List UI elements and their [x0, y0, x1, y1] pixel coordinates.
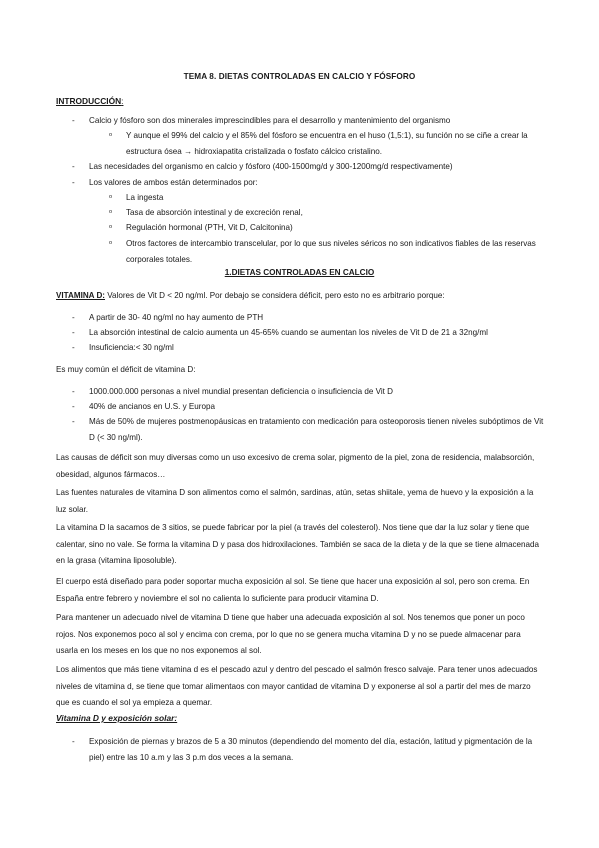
vitamin-d-item: - La absorción intestinal de calcio aumenta un 45-65% cuando se aumentan los niveles de Vit D de 21 a 32ng/ml	[72, 328, 488, 337]
deficit-item: - 40% de ancianos en U.S. y Europa	[72, 402, 215, 411]
intro-subitem: o Otros factores de intercambio transcelular, por lo que sus niveles séricos no son indicativos fiables de las reservas corporales totales.	[109, 239, 536, 264]
intro-item: - Calcio y fósforo son dos minerales imprescindibles para el desarrollo y mantenimiento del organismo	[72, 116, 451, 125]
intro-heading-colon: :	[121, 96, 124, 106]
section1-heading: 1.DIETAS CONTROLADAS EN CALCIO	[224, 268, 375, 277]
paragraph-sun-exposure: El cuerpo está diseñado para poder soportar mucha exposición al sol. Se tiene que hacer una exposición al sol, pero son crema. En España entre febrero y noviembre el sol no calienta lo suficiente para producir vitamina D.	[56, 577, 530, 603]
deficit-item-text: Más de 50% de mujeres postmenopáusicas en tratamiento con medicación para osteoporosis tienen niveles subóptimos de Vit D (< 30 ng/ml).	[89, 417, 544, 442]
deficit-item-text: 40% de ancianos en U.S. y Europa	[89, 402, 215, 411]
intro-subitem-text: Otros factores de intercambio transcelular, por lo que sus niveles séricos no son indicativos fiables de las reservas corporales totales.	[126, 239, 536, 264]
vitamin-d-label: VITAMINA D:	[56, 291, 106, 300]
intro-subitem: o La ingesta	[109, 193, 164, 202]
vitamin-d-item-text: A partir de 30- 40 ng/ml no hay aumento de PTH	[89, 313, 264, 322]
paragraph-foods: Los alimentos que más tiene vitamina d es el pescado azul y dentro del pescado el salmón fresco salvaje. Para tener unos adecuados niveles de vitamina d, se tiene que tomar alimentaos con mayor cantidad de vitamina D y exponerse al sol a partir del mes de marzo que es cuando el sol ya empieza a quemar.	[56, 665, 538, 707]
intro-item: - Las necesidades del organismo en calcio y fósforo (400-1500mg/d y 300-1200mg/d respectivamente)	[72, 162, 453, 171]
sun-exposure-heading: Vitamina D y exposición solar:	[56, 713, 178, 723]
document-title: TEMA 8. DIETAS CONTROLADAS EN CALCIO Y FÓSFORO	[183, 72, 416, 81]
deficit-intro: Es muy común el déficit de vitamina D:	[56, 365, 196, 374]
intro-heading-text: INTRODUCCIÓN	[56, 96, 122, 106]
vitamin-d-item: - Insuficiencia:< 30 ng/ml	[72, 343, 174, 352]
vitamin-d-item-text: La absorción intestinal de calcio aumenta un 45-65% cuando se aumentan los niveles de Vit D de 21 a 32ng/ml	[89, 328, 488, 337]
intro-item-text: Las necesidades del organismo en calcio y fósforo (400-1500mg/d y 300-1200mg/d respectivamente)	[89, 162, 453, 171]
intro-item: - Los valores de ambos están determinados por:	[72, 178, 258, 187]
intro-subitem: o Regulación hormonal (PTH, Vit D, Calcitonina)	[109, 223, 293, 232]
intro-subitem-text: Tasa de absorción intestinal y de excreción renal,	[126, 208, 303, 217]
intro-item-text: Calcio y fósforo son dos minerales imprescindibles para el desarrollo y mantenimiento del organismo	[89, 116, 451, 125]
intro-subitem: o Y aunque el 99% del calcio y el 85% del fósforo se encuentra en el huso (1,5:1), su función no se ciñe a crear la estructura ósea → hidroxiapatita cristalizada o fosfato cálcico cristalino.	[109, 131, 528, 156]
intro-subitem-text: La ingesta	[126, 193, 164, 202]
intro-item-text: Los valores de ambos están determinados por:	[89, 178, 258, 187]
paragraph-synthesis: La vitamina D la sacamos de 3 sitios, se puede fabricar por la piel (a través del colesterol). Nos tiene que dar la luz solar y tiene que calentar, sino no vale. Se forma la vitamina D y pasa dos hidroxilaciones. También se saca de la dieta y de la que se tiene almacenada en la grasa (vitamina liposoluble).	[56, 523, 540, 565]
intro-heading	[56, 96, 123, 106]
paragraph-causes: Las causas de déficit son muy diversas como un uso excesivo de crema solar, pigmento de la piel, zona de residencia, malabsorción, obesidad, algunos fármacos…	[56, 453, 535, 479]
paragraph-sources: Las fuentes naturales de vitamina D son alimentos como el salmón, sardinas, atún, setas shiitale, yema de huevo y la exposición a la luz solar.	[56, 488, 534, 514]
vitamin-d-paragraph	[56, 288, 542, 305]
deficit-item: - Más de 50% de mujeres postmenopáusicas en tratamiento con medicación para osteoporosis tienen niveles subóptimos de Vit D (< 30 ng/ml).	[72, 417, 544, 442]
vitamin-d-item-text: Insuficiencia:< 30 ng/ml	[89, 343, 174, 352]
intro-subitem-text: Regulación hormonal (PTH, Vit D, Calcitonina)	[126, 223, 293, 232]
deficit-item-text: 1000.000.000 personas a nivel mundial presentan deficiencia o insuficiencia de Vit D	[89, 387, 394, 396]
vitamin-d-text: Valores de Vit D < 20 ng/ml. Por debajo se considera déficit, pero esto no es arbitrario porque:	[105, 291, 445, 300]
intro-subitem: o Tasa de absorción intestinal y de excreción renal,	[109, 208, 303, 217]
sun-exposure-item: - Exposición de piernas y brazos de 5 a 30 minutos (dependiendo del momento del día, estación, latitud y pigmentación de la piel) entre las 10 a.m y las 3 p.m dos veces a la semana.	[72, 737, 533, 762]
sun-exposure-item-text: Exposición de piernas y brazos de 5 a 30 minutos (dependiendo del momento del día, estación, latitud y pigmentación de la piel) entre las 10 a.m y las 3 p.m dos veces a la semana.	[89, 737, 533, 762]
intro-subitem-text: Y aunque el 99% del calcio y el 85% del fósforo se encuentra en el huso (1,5:1), su función no se ciñe a crear la estructura ósea → hidroxiapatita cristalizada o fosfato cálcico cristalino.	[126, 131, 528, 156]
vitamin-d-item: - A partir de 30- 40 ng/ml no hay aumento de PTH	[72, 313, 264, 322]
paragraph-maintain-levels: Para mantener un adecuado nivel de vitamina D tiene que haber una adecuada exposición al sol. Nos tenemos que poner un poco rojos. Nos exponemos poco al sol y encima con crema, por lo que no se genera mucha vitamina D y no se puede almacenar para usarla en los meses en los que no nos exponemos al sol.	[56, 613, 525, 655]
deficit-item: - 1000.000.000 personas a nivel mundial presentan deficiencia o insuficiencia de Vit D	[72, 387, 394, 396]
